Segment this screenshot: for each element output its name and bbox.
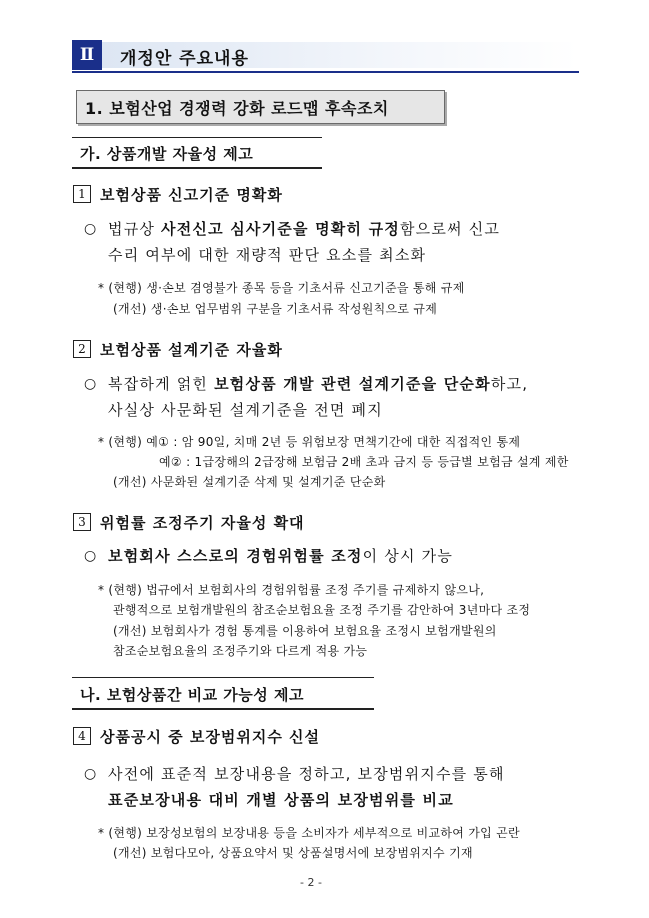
subsection-a-bottom-rule — [72, 167, 322, 169]
item-title: 위험률 조정주기 자율성 확대 — [100, 514, 305, 532]
note-line: 관행적으로 보험개발원의 참조순보험요율 조정 주기를 감안하여 3년마다 조정 — [113, 603, 531, 617]
page-number: - 2 - — [300, 876, 322, 889]
bullet-text-line2: 사실상 사문화된 설계기준을 전면 폐지 — [108, 401, 383, 419]
note-line: (개선) 보험다모아, 상품요약서 및 상품설명서에 보장범위지수 기재 — [113, 846, 473, 860]
note-line: * (현행) 생·손보 겸영불가 종목 등을 기초서류 신고기준을 통해 규제 — [98, 281, 465, 295]
bullet-text-line2: 표준보장내용 대비 개별 상품의 보장범위를 비교 — [108, 791, 454, 809]
item-title: 보험상품 신고기준 명확화 — [100, 186, 283, 204]
bullet-text: 복잡하게 얽힌 보험상품 개발 관련 설계기준을 단순화하고, — [108, 375, 529, 393]
item-number-box: 1 — [73, 185, 91, 203]
note-line: * (현행) 보장성보험의 보장내용 등을 소비자가 세부적으로 비교하여 가입 곤란 — [98, 826, 520, 840]
note-line: * (현행) 법규에서 보험회사의 경험위험률 조정 주기를 규제하지 않으나, — [98, 583, 485, 597]
bullet-icon: ○ — [84, 376, 97, 392]
bullet-text: 법규상 사전신고 심사기준을 명확히 규정함으로써 신고 — [108, 220, 501, 238]
bullet-icon: ○ — [84, 548, 97, 564]
section-numeral: Ⅱ — [72, 40, 102, 70]
note-line: (개선) 생·손보 업무범위 구분을 기초서류 작성원칙으로 규제 — [113, 302, 438, 316]
item-title: 보험상품 설계기준 자율화 — [100, 341, 283, 359]
subsection-a-title: 가. 상품개발 자율성 제고 — [80, 145, 254, 163]
section-title: 개정안 주요내용 — [120, 49, 249, 69]
subsection-b-bottom-rule — [72, 708, 374, 710]
bullet-text-line2: 수리 여부에 대한 재량적 판단 요소를 최소화 — [108, 246, 427, 264]
note-line: (개선) 사문화된 설계기준 삭제 및 설계기준 단순화 — [113, 475, 386, 489]
section-underline — [72, 71, 579, 73]
bullet-text: 보험회사 스스로의 경험위험률 조정이 상시 가능 — [108, 547, 454, 565]
bullet-icon: ○ — [84, 221, 97, 237]
item-number-box: 2 — [73, 340, 91, 358]
note-line: 예② : 1급장해의 2급장해 보험금 2배 초과 금지 등 등급별 보험금 설계 제한 — [159, 455, 569, 469]
subsection-b-title: 나. 보험상품간 비교 가능성 제고 — [80, 686, 304, 704]
item-title: 상품공시 중 보장범위지수 신설 — [100, 728, 321, 746]
subsection-b-top-rule — [72, 677, 374, 678]
item-number-box: 3 — [73, 513, 91, 531]
subsection-a-top-rule — [72, 137, 322, 138]
item-number-box: 4 — [73, 727, 91, 745]
note-line: 참조순보험요율의 조정주기와 다르게 적용 가능 — [113, 644, 368, 658]
bullet-text: 사전에 표준적 보장내용을 정하고, 보장범위지수를 통해 — [108, 765, 505, 783]
heading-text: 1. 보험산업 경쟁력 강화 로드맵 후속조치 — [85, 98, 389, 118]
note-line: * (현행) 예① : 암 90일, 치매 2년 등 위험보장 면책기간에 대한 직접적인 통제 — [98, 435, 521, 449]
heading-box — [76, 90, 445, 124]
bullet-icon: ○ — [84, 766, 97, 782]
note-line: (개선) 보험회사가 경험 통계를 이용하여 보험요율 조정시 보험개발원의 — [113, 624, 497, 638]
